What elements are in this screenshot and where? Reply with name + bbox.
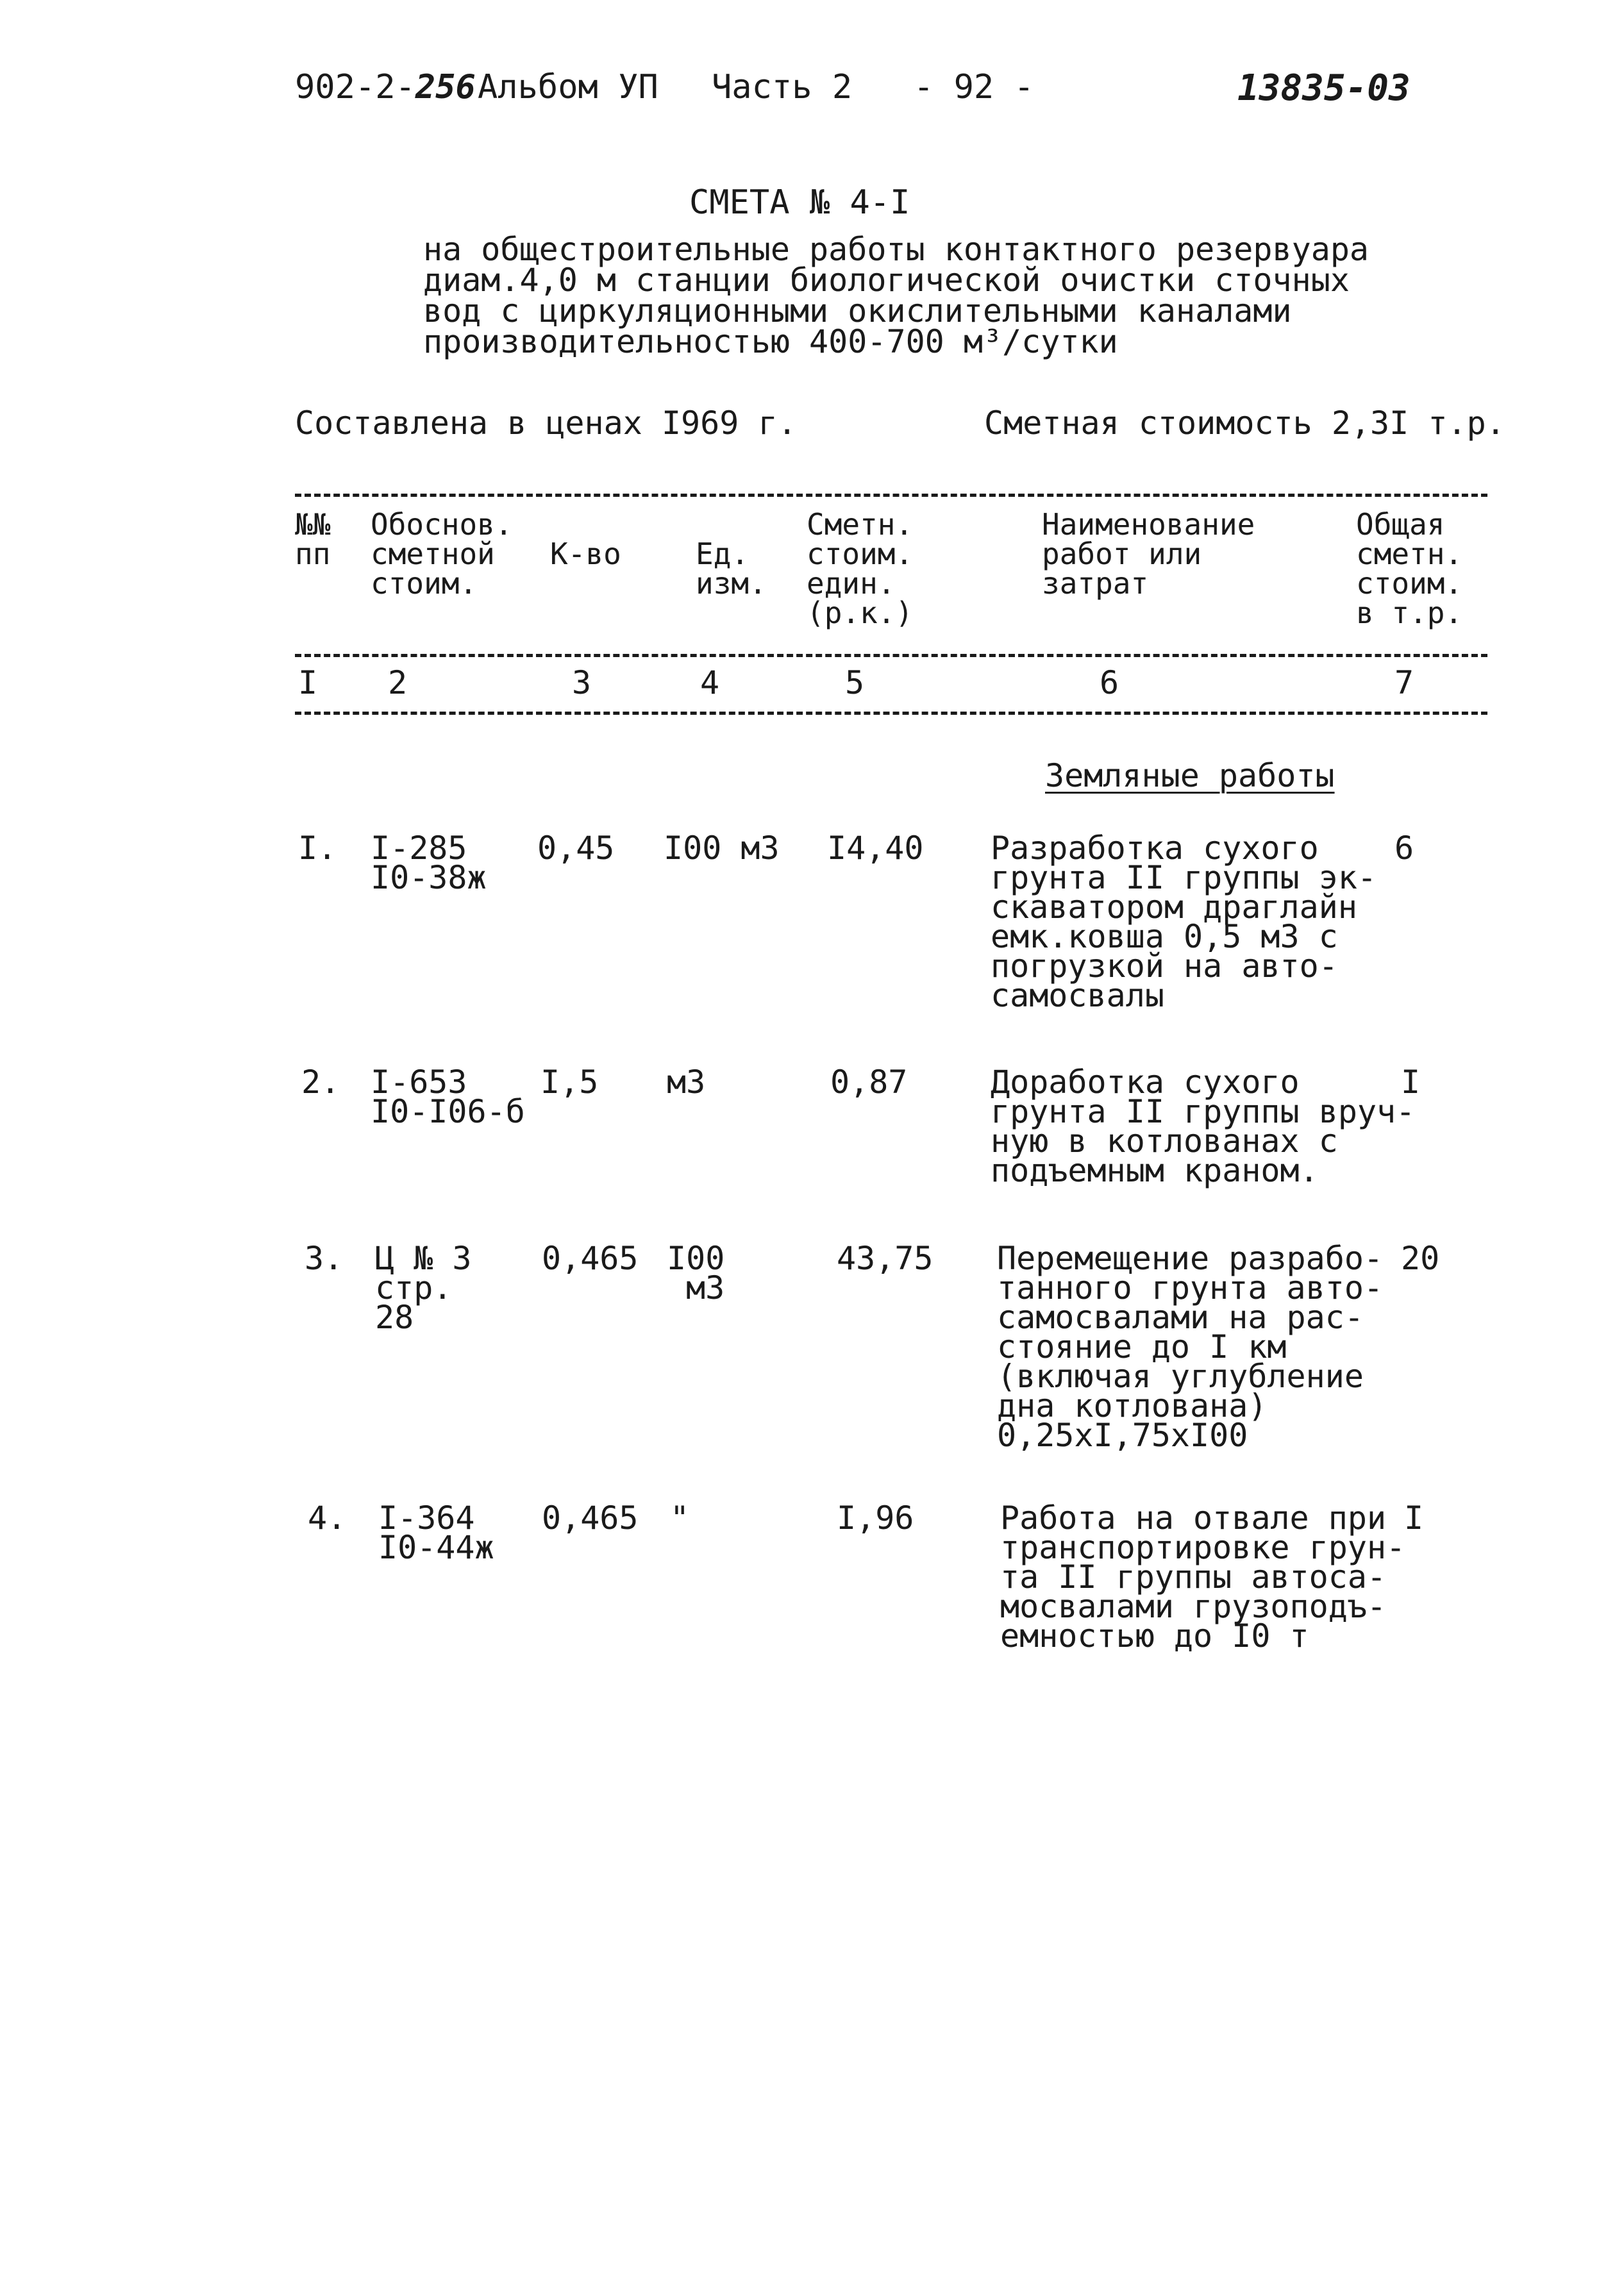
row-unit-cost: I4,40 (827, 830, 924, 867)
row-basis: I-364 I0-44ж (378, 1499, 494, 1566)
row-quantity: 0,45 (537, 830, 615, 867)
doc-number: 13835-03 (1237, 67, 1411, 109)
table-numbers-rule (295, 712, 1487, 715)
row-basis: I-285 I0-38ж (371, 830, 487, 896)
col-number-4: 4 (700, 664, 720, 701)
row-basis: I-653 I0-I06-б (371, 1064, 525, 1130)
table-header-rule (295, 654, 1487, 657)
row-unit: " (670, 1499, 690, 1537)
row-total: 20 (1401, 1240, 1440, 1277)
subtitle-line-3: вод с циркуляционными окислительными каналами (423, 292, 1292, 330)
part-label: Часть 2 (712, 68, 853, 106)
row-work-name: Разработка сухого грунта II группы эк- скаватором драглайн емк.ковша 0,5 м3 с погрузкой на авто- самосвалы (991, 830, 1377, 1014)
row-work-name: Перемещение разрабо- танного грунта авто- самосвалами на рас- стояние до I км (включая углубление дна котлована) 0,25хI,75хI00 (997, 1240, 1384, 1454)
row-unit: I00 м3 (667, 1240, 725, 1306)
col-header-5: Сметн. стоим. един. (р.к.) (807, 507, 914, 630)
col-number-2: 2 (388, 664, 408, 701)
row-total: 6 (1394, 830, 1414, 867)
row-number: 2. (301, 1064, 340, 1101)
row-number: 3. (305, 1240, 344, 1277)
row-quantity: I,5 (540, 1064, 599, 1101)
album-label: Альбом УП (478, 68, 658, 106)
row-number: 4. (308, 1499, 347, 1537)
col-header-6: Наименование работ или затрат (1042, 507, 1255, 601)
row-basis: Ц № 3 стр. 28 (375, 1240, 472, 1336)
col-header-1: №№ пп (295, 507, 331, 571)
estimate-title: СМЕТА № 4-I (689, 183, 910, 222)
section-title: Земляные работы (1045, 757, 1335, 794)
page-number: - 92 - (914, 68, 1034, 106)
doc-code-handwritten: 256 (415, 68, 476, 106)
row-quantity: 0,465 (542, 1499, 639, 1537)
col-header-4: Ед. изм. (696, 537, 767, 601)
col-number-3: 3 (572, 664, 592, 701)
row-unit-cost: 0,87 (830, 1064, 908, 1101)
col-number-7: 7 (1394, 664, 1414, 701)
subtitle-line-1: на общестроительные работы контактного резервуара (423, 231, 1369, 268)
row-number: I. (298, 830, 337, 867)
col-number-5: 5 (845, 664, 865, 701)
row-unit: I00 м3 (664, 830, 780, 867)
prices-basis: Составлена в ценах I969 г. (295, 405, 797, 442)
row-unit: м3 (667, 1064, 706, 1101)
doc-code (295, 68, 476, 106)
estimated-cost: Сметная стоимость 2,3I т.р. (984, 405, 1505, 442)
row-unit-cost: I,96 (837, 1499, 914, 1537)
table-top-rule (295, 494, 1487, 497)
col-number-6: 6 (1100, 664, 1119, 701)
col-header-2: Обоснов. сметной стоим. (371, 507, 513, 601)
row-total: I (1404, 1499, 1424, 1537)
row-unit-cost: 43,75 (837, 1240, 933, 1277)
subtitle-line-4: производительностью 400-700 м³/сутки (423, 323, 1118, 360)
col-number-1: I (298, 664, 318, 701)
row-work-name: Работа на отвале при транспортировке грун- та II группы автоса- мосвалами грузоподъ- емностью до I0 т (1000, 1499, 1406, 1655)
doc-code-printed: 902-2- (295, 68, 415, 106)
col-header-3: К-во (550, 537, 621, 571)
subtitle-line-2: диам.4,0 м станции биологической очистки сточных (423, 262, 1350, 299)
row-work-name: Доработка сухого грунта II группы вруч- ную в котлованах с подъемным краном. (991, 1064, 1416, 1189)
row-total: I (1401, 1064, 1421, 1101)
row-quantity: 0,465 (542, 1240, 639, 1277)
col-header-7: Общая сметн. стоим. в т.р. (1356, 507, 1463, 630)
